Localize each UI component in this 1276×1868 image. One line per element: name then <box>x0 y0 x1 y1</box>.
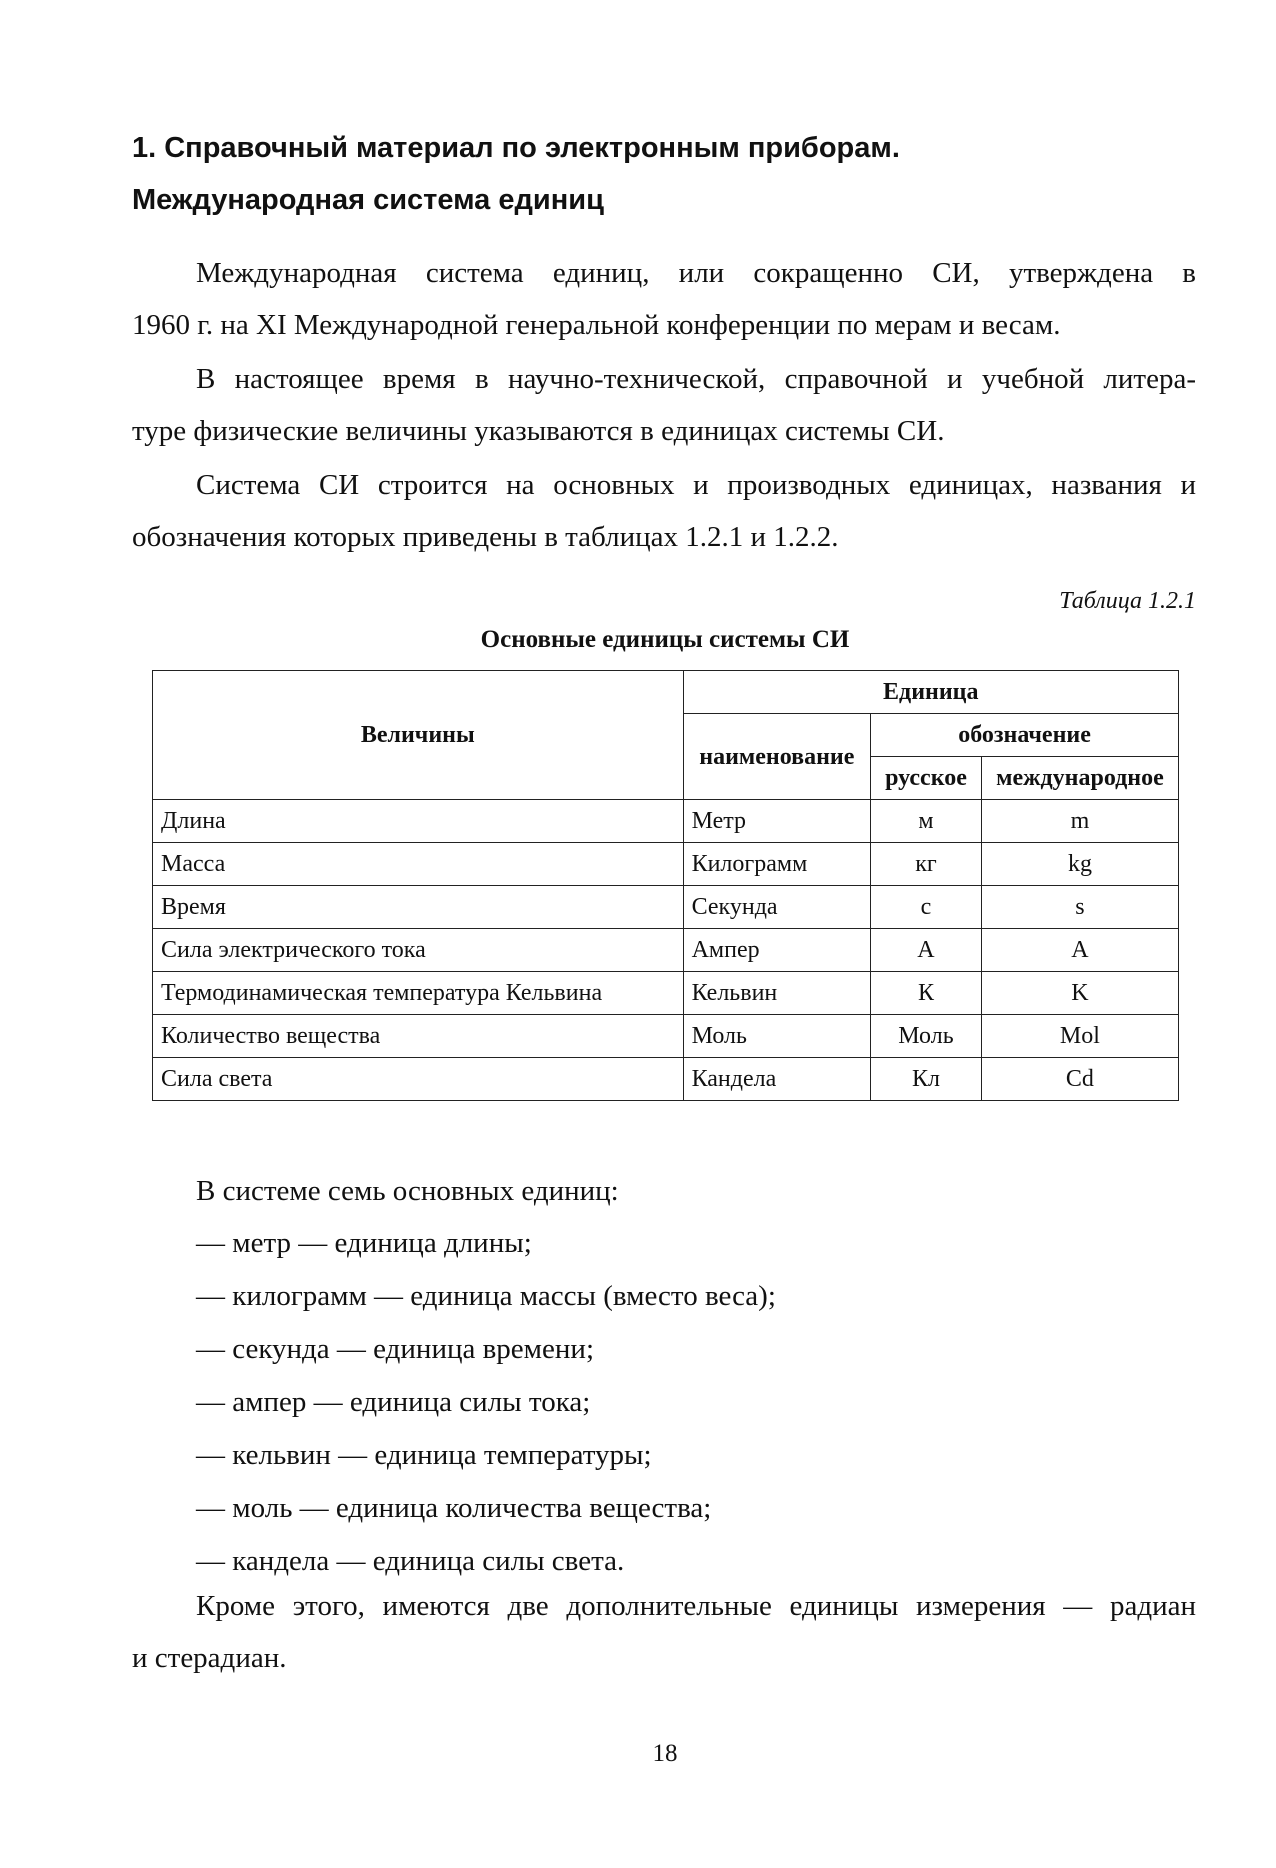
table-row <box>153 929 1179 972</box>
cell-name: Моль <box>683 1015 871 1058</box>
list-item: — килограмм — единица массы (вместо веса); <box>196 1280 776 1312</box>
paragraph-rest: 1960 г. на XI Международной генеральной конференции по мерам и весам. <box>132 309 1061 341</box>
cell-name: Ампер <box>683 929 871 972</box>
table-row <box>153 1015 1179 1058</box>
cell-quantity: Термодинамическая температура Кельвина <box>153 972 684 1015</box>
cell-name: Секунда <box>683 886 871 929</box>
cell-international: kg <box>981 843 1178 886</box>
paragraph-rest: и стерадиан. <box>132 1642 287 1674</box>
paragraph <box>132 247 1196 351</box>
header-name: наименование <box>683 714 871 800</box>
cell-name: Кандела <box>683 1058 871 1101</box>
paragraph <box>132 353 1196 457</box>
table-row <box>153 886 1179 929</box>
list-item: — метр — единица длины; <box>196 1227 532 1259</box>
si-units-table <box>152 670 1179 1101</box>
cell-name: Килограмм <box>683 843 871 886</box>
table-row <box>153 800 1179 843</box>
closing-paragraph <box>132 1580 1196 1684</box>
cell-international: s <box>981 886 1178 929</box>
cell-quantity: Масса <box>153 843 684 886</box>
list-item: — кандела — единица силы света. <box>196 1545 625 1577</box>
base-units-list <box>196 1217 776 1588</box>
cell-quantity: Длина <box>153 800 684 843</box>
cell-international: m <box>981 800 1178 843</box>
paragraph-first-line: Система СИ строится на основных и производных единицах, названия и <box>196 469 1196 501</box>
cell-name: Метр <box>683 800 871 843</box>
header-unit: Единица <box>683 671 1178 714</box>
list-item: — моль — единица количества вещества; <box>196 1492 712 1524</box>
cell-quantity: Сила света <box>153 1058 684 1101</box>
cell-russian: кг <box>871 843 982 886</box>
header-designation: обозначение <box>871 714 1179 757</box>
cell-quantity: Количество вещества <box>153 1015 684 1058</box>
page-number: 18 <box>652 1740 678 1767</box>
cell-russian: Моль <box>871 1015 982 1058</box>
list-intro: В системе семь основных единиц: <box>196 1175 619 1207</box>
table-title: Основные единицы системы СИ <box>480 626 850 653</box>
paragraph-first-line: Международная система единиц, или сокращенно СИ, утверждена в <box>196 257 1196 289</box>
cell-russian: К <box>871 972 982 1015</box>
cell-quantity: Сила электрического тока <box>153 929 684 972</box>
paragraph-rest: туре физические величины указываются в единицах системы СИ. <box>132 415 945 447</box>
list-item: — ампер — единица силы тока; <box>196 1386 591 1418</box>
cell-international: Cd <box>981 1058 1178 1101</box>
cell-name: Кельвин <box>683 972 871 1015</box>
cell-quantity: Время <box>153 886 684 929</box>
cell-russian: А <box>871 929 982 972</box>
paragraph <box>132 459 1196 563</box>
subsection-heading: Международная система единиц <box>132 184 604 216</box>
paragraph-first-line: В настоящее время в научно-технической, справочной и учебной литера- <box>196 363 1196 395</box>
table-caption: Таблица 1.2.1 <box>1059 588 1196 614</box>
cell-russian: Кл <box>871 1058 982 1101</box>
paragraph-first-line: Кроме этого, имеются две дополнительные единицы измерения — радиан <box>196 1590 1196 1622</box>
header-international: международное <box>981 757 1178 800</box>
cell-international: Mol <box>981 1015 1178 1058</box>
table-row <box>153 972 1179 1015</box>
header-russian: русское <box>871 757 982 800</box>
table-row <box>153 1058 1179 1101</box>
paragraph-rest: обозначения которых приведены в таблицах 1.2.1 и 1.2.2. <box>132 521 839 553</box>
header-quantity: Величины <box>153 671 684 800</box>
list-item: — кельвин — единица температуры; <box>196 1439 652 1471</box>
section-heading: 1. Справочный материал по электронным приборам. <box>132 132 900 164</box>
cell-international: A <box>981 929 1178 972</box>
cell-international: K <box>981 972 1178 1015</box>
cell-russian: с <box>871 886 982 929</box>
cell-russian: м <box>871 800 982 843</box>
list-item: — секунда — единица времени; <box>196 1333 594 1365</box>
table-row <box>153 843 1179 886</box>
